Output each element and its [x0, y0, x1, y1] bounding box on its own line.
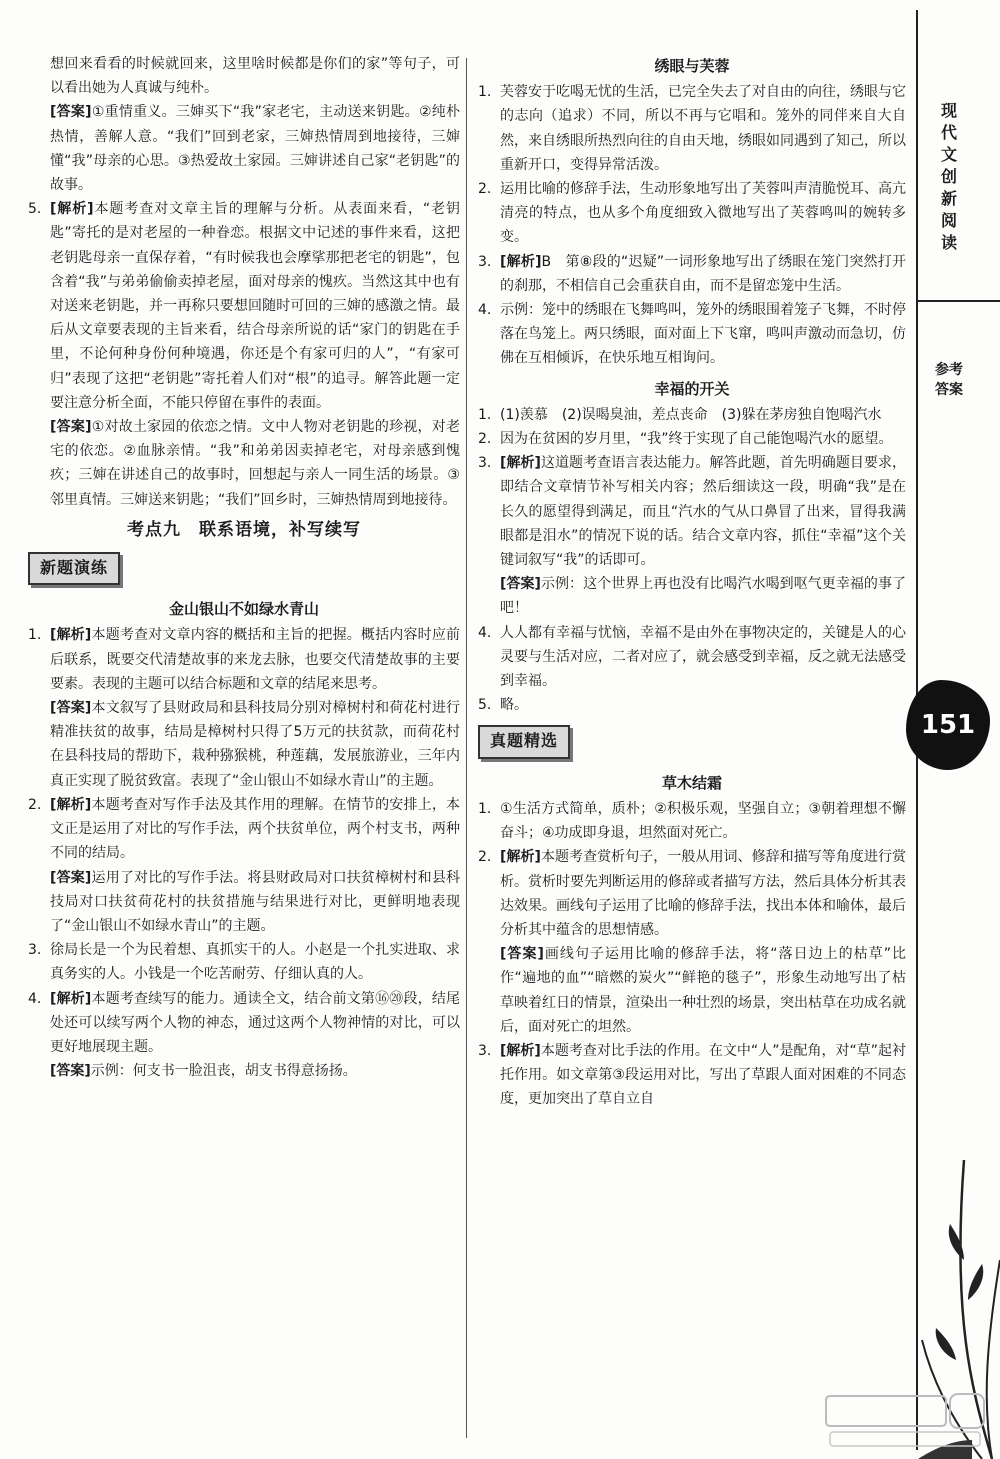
- question-number: 1.: [478, 406, 492, 423]
- essay-title: 金山银山不如绿水青山: [168, 600, 319, 619]
- question-text: 本题考查对写作手法及其作用的理解。在情节的安排上，本文正是运用了对比的写作手法，两个扶贫单位，两个村支书，两种不同的结局。: [50, 796, 461, 862]
- book-title-vertical: 现代文创新阅读: [940, 101, 957, 252]
- answer-tag: [答案]: [50, 1063, 91, 1080]
- kaodian-heading: 考点九 联系语境，补写续写: [127, 519, 361, 540]
- right-column: [478, 52, 906, 1112]
- question-text: 本题考查续写的能力。通读全文，结合前文第⑯⑳段，结尾处还可以续写两个人物的神态，通过这两个人物神情的对比，可以更好地展现主题。: [50, 990, 461, 1055]
- question-item: [478, 797, 906, 845]
- question-item: [478, 250, 906, 298]
- analysis-tag: [解析]: [500, 455, 541, 472]
- section-label-vertical: 参考答案: [935, 362, 963, 398]
- question-number: 4.: [478, 624, 492, 641]
- answer-tag: [答案]: [50, 869, 92, 886]
- watermark-logo-icon: [820, 1390, 990, 1450]
- question-item: [478, 1039, 906, 1112]
- question-number: 3.: [478, 253, 492, 270]
- question-number: 2.: [28, 796, 42, 813]
- analysis-tag: [解析]: [50, 990, 92, 1007]
- analysis-tag: [解析]: [500, 253, 542, 270]
- left-answer-4: [28, 100, 460, 197]
- answer-paragraph: [478, 572, 906, 620]
- question-text: ①生活方式简单，质朴；②积极乐观，坚强自立；③朝着理想不懈奋斗；④功成即身退，坦然面对死亡。: [500, 800, 906, 842]
- question-text: 这道题考查语言表达能力。解答此题，首先明确题目要求，即结合文章情节补写相关内容；然后细读这一段，明确“我”是在长久的愿望得到满足，而且“汽水的气从口鼻冒了出来，冒得我满眼都是泪水”的情况下说的话。结合文章内容，抓住“幸福”这个关键词叙写“我”的话即可。: [500, 455, 906, 569]
- question-number: 1.: [28, 627, 42, 644]
- question-number: 1.: [478, 800, 492, 817]
- answer-text: ①对故土家园的依恋之情。文中人物对老钥匙的珍视，对老宅的依恋。②血脉亲情。“我”和弟弟因卖掉老宅，对母亲感到愧疚；三婶在讲述自己的故事时，回想起与亲人一同生活的场景。③邻里真情。三婶送来钥匙；“我们”回乡时，三婶热情周到地接待。: [50, 419, 460, 508]
- question-text: 人人都有幸福与忧恼，幸福不是由外在事物决定的，关键是人的心灵要与生活对应，二者对应了，就会感受到幸福，反之就无法感受到幸福。: [500, 624, 906, 690]
- question-text: 本题考查对文章内容的概括和主旨的把握。概括内容时应前后联系，既要交代清楚故事的来龙去脉，也要交代清楚故事的主要要素。表现的主题可以结合标题和文章的结尾来思考。: [50, 627, 461, 692]
- left-question-list: [28, 623, 460, 1083]
- left-paragraph-1: 想回来看看的时候就回来，这里啥时候都是你们的家”等句子，可以看出她为人真诚与纯朴。: [50, 56, 460, 97]
- question-number: 2.: [478, 181, 492, 198]
- page-number: 151: [906, 680, 990, 770]
- question-item: [478, 621, 906, 694]
- question-item: [28, 938, 460, 986]
- analysis-tag: [解析]: [50, 201, 94, 218]
- answer-text: 示例：这个世界上再也没有比喝汽水喝到呕气更幸福的事了吧！: [500, 576, 906, 617]
- question-text: 略。: [500, 697, 528, 714]
- question-item: [478, 693, 906, 717]
- left-column: [28, 52, 460, 1083]
- answer-text: 画线句子运用比喻的修辞手法，将“落日边上的枯草”比作“遍地的血”“暗燃的炭火”“鲜艳的毯子”，形象生动地写出了枯草映着红日的情景，渲染出一种壮烈的场景，突出枯草在功成名就后，面对死亡的坦然。: [500, 946, 906, 1035]
- question-text: 因为在贫困的岁月里，“我”终于实现了自己能饱喝汽水的愿望。: [500, 431, 893, 448]
- column-divider: [466, 58, 467, 1438]
- analysis-tag: [解析]: [50, 796, 92, 813]
- question-item: [478, 451, 906, 572]
- analysis-tag: [解析]: [500, 849, 541, 866]
- question-5: [28, 197, 460, 415]
- essay-title-1: 绣眼与芙蓉: [654, 57, 730, 75]
- question-number: 2.: [478, 849, 492, 866]
- answer-paragraph: [28, 1059, 460, 1083]
- answer-tag: [答案]: [50, 700, 92, 717]
- answer-text: 运用了对比的写作手法。将县财政局对口扶贫樟树村和县科技局对口扶贫荷花村的扶贫措施与结果进行对比，更鲜明地表现了“金山银山不如绿水青山”的主题。: [50, 869, 461, 934]
- question-text: 徐局长是一个为民着想、真抓实干的人。小赵是一个扎实进取、求真务实的人。小钱是一个吃苦耐劳、仔细认真的人。: [50, 942, 460, 983]
- question-item: [28, 987, 460, 1060]
- question-number: 1.: [478, 84, 492, 101]
- analysis-tag: [解析]: [500, 1042, 541, 1059]
- question-item: [478, 403, 906, 427]
- question-number: 2.: [478, 431, 492, 448]
- essay-title-3: 草木结霜: [661, 773, 722, 792]
- question-number: 5.: [28, 201, 42, 218]
- answer-text: 本文叙写了县财政局和县科技局分别对樟树村和荷花村进行精准扶贫的故事，结局是樟树村只得了5万元的扶贫款，而荷花村在县科技局的帮助下，栽种猕猴桃，种莲藕，发展旅游业，三年内真正实现了脱贫致富。表现了“金山银山不如绿水青山”的主题。: [50, 700, 461, 789]
- analysis-tag: [解析]: [50, 627, 92, 644]
- question-item: [28, 793, 460, 866]
- answer-tag: [答案]: [500, 946, 544, 963]
- answer-paragraph: [28, 696, 460, 793]
- question-text: (1)羡慕 (2)误喝臭油，差点丧命 (3)躲在茅房独自饱喝汽水: [500, 406, 882, 423]
- question-number: 4.: [478, 302, 492, 319]
- question-text: B 第⑧段的“迟疑”一词形象地写出了绣眼在笼门突然打开的刹那，不相信自己会重获自由，而不是留恋笼中生活。: [500, 253, 906, 294]
- answer-text: 示例：何支书一脸沮丧，胡支书得意扬扬。: [90, 1063, 357, 1080]
- question-text: 运用比喻的修辞手法，生动形象地写出了芙蓉叫声清脆悦耳、高亢清亮的特点，也从多个角度细致入微地写出了芙蓉鸣叫的婉转多变。: [500, 181, 906, 246]
- sidebar-cross-rule: [916, 300, 1000, 302]
- question-list-3: [478, 797, 906, 1112]
- question-text: 示例：笼中的绣眼在飞舞鸣叫，笼外的绣眼围着笼子飞舞，不时停落在鸟笼上。两只绣眼，面对面上下飞窜，鸣叫声激动而急切，仿佛在互相倾诉，在快乐地互相询问。: [500, 302, 906, 367]
- question-text: 本题考查赏析句子，一般从用词、修辞和描写等角度进行赏析。赏析时要先判断运用的修辞或者描写方法，然后具体分析其表达效果。画线句子运用了比喻的修辞手法，找出本体和喻体，最后分析其中蕴含的思想情感。: [500, 849, 906, 938]
- question-item: [478, 427, 906, 451]
- answer-text: ①重情重义。三婶买下“我”家老宅，主动送来钥匙。②纯朴热情，善解人意。“我们”回到老家，三婶热情周到地接待，三婶懂“我”母亲的心思。③热爱故土家园。三婶讲述自己家“老钥匙”的故事。: [50, 104, 461, 194]
- question-item: [28, 623, 460, 696]
- question-5-answer: [28, 415, 460, 512]
- question-number: 5.: [478, 697, 492, 714]
- question-item: [478, 80, 906, 177]
- question-text: 本题考查对比手法的作用。在文中“人”是配角，对“草”起衬托作用。如文章第③段运用对比，写出了草跟人面对困难的不同态度，更加突出了草自立自: [500, 1042, 907, 1108]
- analysis-text: 本题考查对文章主旨的理解与分析。从表面来看，“老钥匙”寄托的是对老屋的一种眷恋。根据文中记述的事件来看，这把老钥匙母亲一直保存着，“有时候我也会摩挲那把老宅的钥匙”，包含着“我”与弟弟偷偷卖掉老屋，面对母亲的愧疚。当然这其中也有对送来老钥匙，并一再称只要想回随时可回的三婶的感激之情。最后从文章要表现的主旨来看，结合母亲所说的话“家门的钥匙在手里，不论何种身份何种境遇，你还是个有家可归的人”，“有家可归”表现了这把“老钥匙”寄托着人们对“根”的追寻。解答此题一定要注意分析全面，不能只停留在事件的表面。: [50, 201, 460, 411]
- section-badge-new: 新题演练: [28, 552, 120, 585]
- answer-paragraph: [478, 942, 906, 1039]
- answer-paragraph: [28, 866, 460, 939]
- answer-tag: [答案]: [500, 576, 541, 593]
- question-list-2: [478, 403, 906, 718]
- answer-tag: [答案]: [50, 419, 92, 436]
- section-badge-real: 真题精选: [478, 725, 570, 758]
- question-item: [478, 298, 906, 371]
- question-item: [478, 177, 906, 250]
- question-list-1: [478, 80, 906, 370]
- answer-tag: [答案]: [50, 104, 92, 121]
- question-number: 3.: [478, 455, 492, 472]
- question-number: 4.: [28, 990, 42, 1007]
- essay-title-2: 幸福的开关: [654, 379, 730, 398]
- question-item: [478, 845, 906, 942]
- question-number: 3.: [28, 942, 42, 959]
- question-text: 芙蓉安于吃喝无忧的生活，已完全失去了对自由的向往，绣眼与它的志向（追求）不同，所以不再与它唱和。笼外的同伴来自大自然，来自绣眼所热烈向往的自由天地，绣眼如同遇到了知己，所以重新开口，变得异常活泼。: [500, 84, 906, 173]
- question-number: 3.: [478, 1042, 492, 1059]
